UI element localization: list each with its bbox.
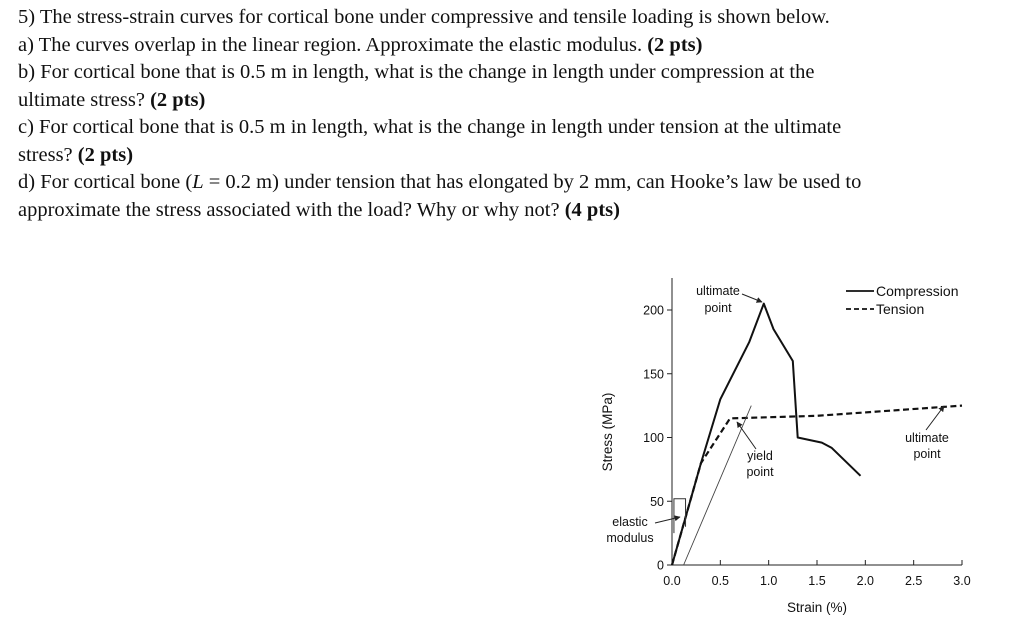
- chart-annotations: [606, 283, 958, 565]
- yield-label-2: point: [746, 465, 774, 479]
- series-line-tension: [672, 406, 962, 565]
- x-axis-label: Strain (%): [786, 600, 848, 615]
- y-tick-label-0: 0: [657, 558, 664, 573]
- question-d-pre: d) For cortical bone (: [18, 171, 193, 193]
- legend-label-compression: Compression: [876, 283, 959, 299]
- x-tick-label-1.5: 1.5: [808, 574, 826, 588]
- ultimate-top-arrow: [742, 294, 762, 302]
- question-d-variable: L: [192, 171, 204, 193]
- elastic-label-2: modulus: [606, 531, 654, 545]
- question-d-post: = 0.2 m) under tension that has elongated by 2 mm, can Hooke’s law be used to: [203, 171, 862, 193]
- y-tick-label-50: 50: [650, 494, 664, 509]
- question-c-points: (2 pts): [77, 143, 134, 166]
- y-tick-label-100: 100: [643, 431, 664, 445]
- y-tick-label-150: 150: [643, 367, 664, 382]
- question-a-points: (2 pts): [647, 33, 703, 56]
- x-tick-label-3.0: 3.0: [953, 574, 971, 588]
- ultimate-right-label-1: ultimate: [905, 431, 949, 445]
- ultimate-top-label-2: point: [704, 301, 732, 315]
- y-axis-label: Stress (MPa): [600, 392, 615, 472]
- question-b-line1: b) For cortical bone that is 0.5 m in length, what is the change in length under compression at the: [18, 61, 815, 83]
- question-c-line1: c) For cortical bone that is 0.5 m in length, what is the change in length under tension at the ultimate: [18, 116, 842, 138]
- x-tick-label-0.5: 0.5: [711, 574, 730, 588]
- y-tick-label-200: 200: [643, 303, 664, 318]
- elastic-arrow: [655, 517, 680, 523]
- legend-label-tension: Tension: [876, 301, 925, 317]
- question-d-text: approximate the stress associated with the load? Why or why not?: [18, 198, 560, 221]
- question-b-text: ultimate stress?: [18, 88, 145, 111]
- question-c-text: stress?: [18, 143, 73, 166]
- yield-label-1: yield: [747, 449, 773, 463]
- elastic-modulus-box: [674, 499, 686, 533]
- problem-intro: 5) The stress-strain curves for cortical bone under compressive and tensile loading is shown below.: [18, 6, 830, 28]
- ultimate-right-label-2: point: [913, 447, 941, 461]
- question-a-text: a) The curves overlap in the linear region. Approximate the elastic modulus.: [18, 33, 643, 56]
- x-tick-label-0.0: 0.0: [663, 574, 681, 588]
- x-tick-label-1.0: 1.0: [759, 574, 778, 588]
- yield-arrow: [737, 422, 756, 449]
- ultimate-right-arrow: [926, 406, 944, 430]
- chart-legend: [846, 283, 958, 317]
- ultimate-top-label-1: ultimate: [696, 284, 740, 298]
- x-tick-label-2.0: 2.0: [856, 574, 875, 588]
- elastic-label-1: elastic: [612, 515, 648, 529]
- question-d-points: (4 pts): [564, 198, 620, 221]
- question-b-points: (2 pts): [150, 88, 206, 111]
- x-tick-label-2.5: 2.5: [904, 574, 923, 588]
